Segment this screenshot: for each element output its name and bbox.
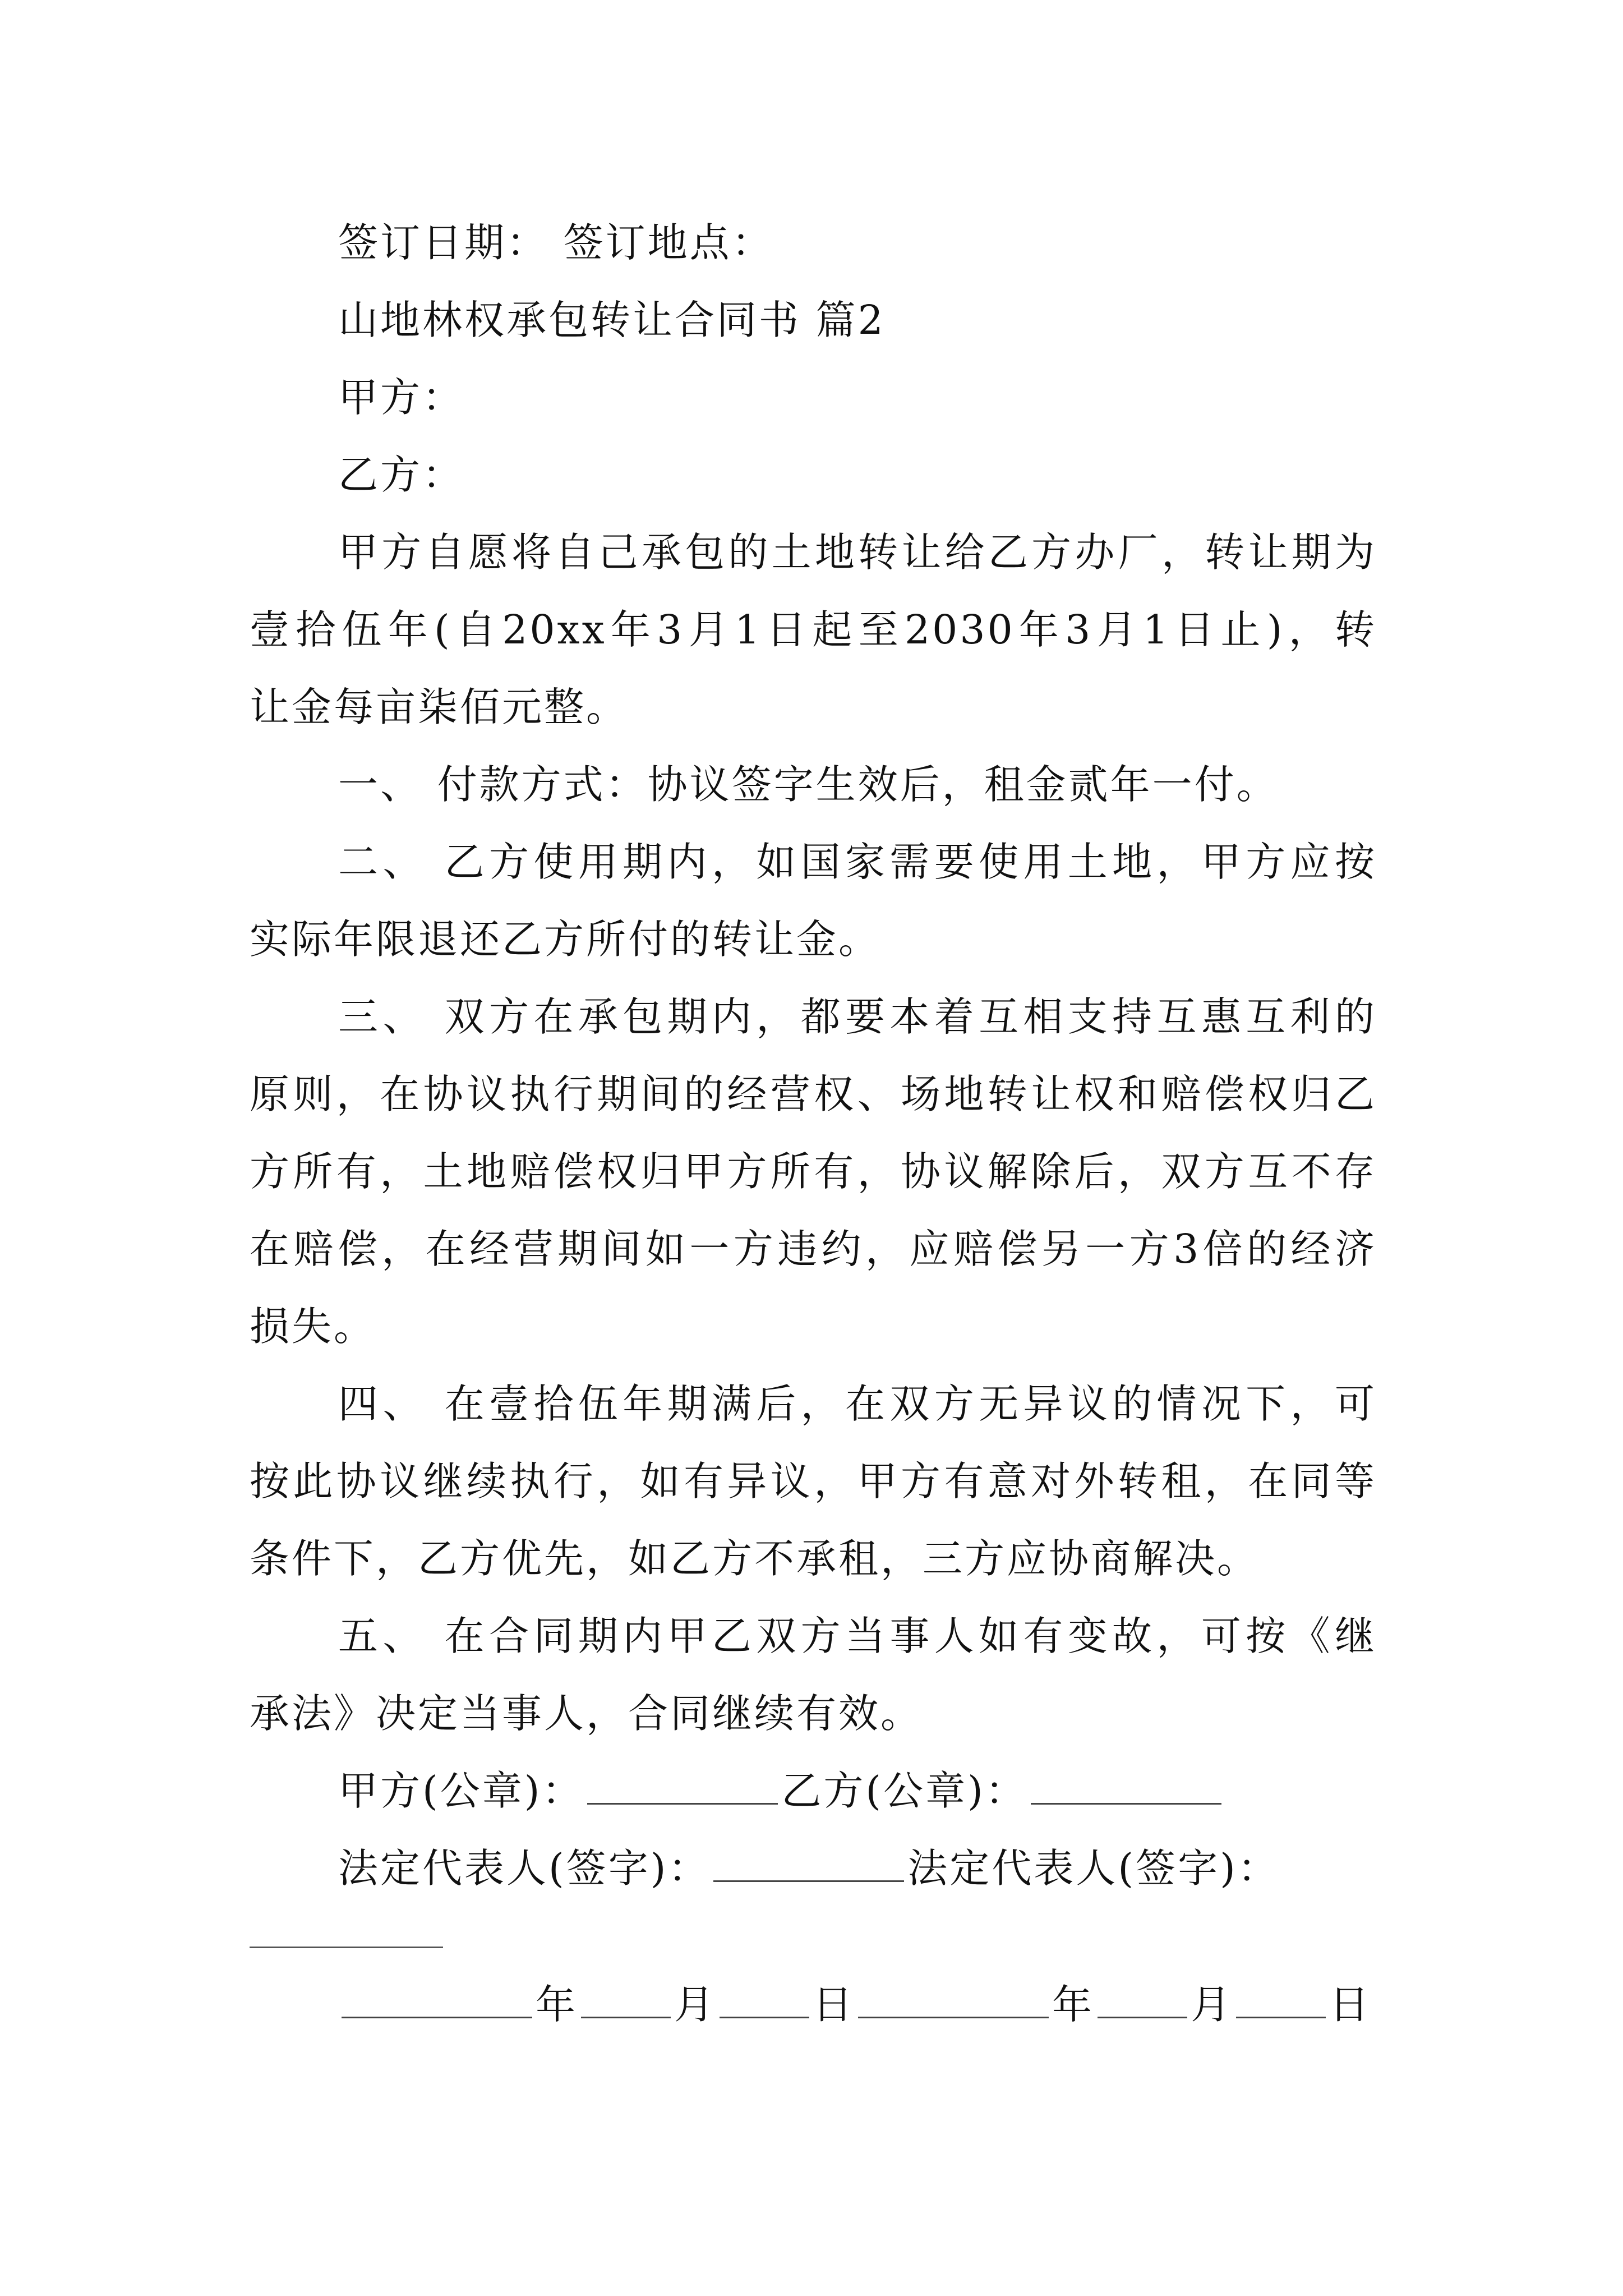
representative-line bbox=[338, 1830, 1377, 1907]
date-b-year-blank[interactable] bbox=[858, 1972, 1049, 2018]
date-b-day-label: 日 bbox=[1329, 1981, 1372, 2028]
clause-5-line-2: 承法》决定当事人，合同继续有效。 bbox=[250, 1690, 923, 1737]
date-a-year-blank[interactable] bbox=[342, 1972, 532, 2018]
date-a-day-label: 日 bbox=[813, 1981, 855, 2028]
date-a-year-label: 年 bbox=[536, 1981, 578, 2028]
rep-a-label: 法定代表人(签字)： bbox=[338, 1845, 711, 1892]
clause-5-line-1: 五、 在合同期内甲乙双方当事人如有变故，可按《继 bbox=[338, 1613, 1377, 1659]
date-b-month-blank[interactable] bbox=[1098, 1972, 1187, 2018]
date-a-month-blank[interactable] bbox=[581, 1972, 671, 2018]
seal-b-blank[interactable] bbox=[1031, 1758, 1221, 1805]
clause-4-line-3: 条件下，乙方优先，如乙方不承租，三方应协商解决。 bbox=[250, 1535, 1260, 1582]
intro-line-1: 甲方自愿将自己承包的土地转让给乙方办厂，转让期为 bbox=[338, 529, 1377, 576]
rep-b-blank[interactable] bbox=[250, 1947, 443, 1948]
party-a-label: 甲方： bbox=[338, 374, 465, 421]
clause-2-line-2: 实际年限退还乙方所付的转让金。 bbox=[250, 916, 881, 963]
clause-3-line-4: 在赔偿，在经营期间如一方违约，应赔偿另一方3倍的经济 bbox=[250, 1226, 1377, 1272]
clause-3-line-1: 三、 双方在承包期内，都要本着互相支持互惠互利的 bbox=[338, 993, 1377, 1040]
party-b-label: 乙方： bbox=[338, 452, 465, 498]
clause-3-line-2: 原则，在协议执行期间的经营权、场地转让权和赔偿权归乙 bbox=[250, 1071, 1377, 1117]
date-b-month-label: 月 bbox=[1191, 1981, 1233, 2028]
date-a-day-blank[interactable] bbox=[720, 1972, 809, 2018]
intro-line-2: 壹拾伍年(自20xx年3月1日起至2030年3月1日止)，转 bbox=[250, 606, 1377, 653]
seal-a-label: 甲方(公章)： bbox=[338, 1768, 584, 1814]
intro-line-3: 让金每亩柒佰元整。 bbox=[250, 684, 629, 730]
seal-a-blank[interactable] bbox=[587, 1758, 778, 1805]
sign-date-place-line: 签订日期： 签订地点： bbox=[338, 219, 774, 266]
document-title: 山地林权承包转让合同书 篇2 bbox=[338, 297, 886, 343]
seal-line bbox=[338, 1752, 1377, 1830]
date-a-month-label: 月 bbox=[674, 1981, 717, 2028]
clause-1-line-1: 一、 付款方式：协议签字生效后，租金贰年一付。 bbox=[338, 761, 1279, 808]
seal-b-label: 乙方(公章)： bbox=[781, 1768, 1027, 1814]
date-b-day-blank[interactable] bbox=[1236, 1972, 1326, 2018]
rep-a-blank[interactable] bbox=[713, 1835, 904, 1882]
date-b-year-label: 年 bbox=[1052, 1981, 1095, 2028]
clause-3-line-3: 方所有，土地赔偿权归甲方所有，协议解除后，双方互不存 bbox=[250, 1148, 1377, 1195]
clause-3-line-5: 损失。 bbox=[250, 1303, 376, 1350]
rep-b-label: 法定代表人(签字)： bbox=[907, 1845, 1280, 1892]
clause-2-line-1: 二、 乙方使用期内，如国家需要使用土地，甲方应按 bbox=[338, 839, 1377, 885]
clause-4-line-2: 按此协议继续执行，如有异议，甲方有意对外转租，在同等 bbox=[250, 1458, 1377, 1504]
date-line bbox=[338, 1966, 1377, 2044]
clause-4-line-1: 四、 在壹拾伍年期满后，在双方无异议的情况下，可 bbox=[338, 1381, 1377, 1427]
